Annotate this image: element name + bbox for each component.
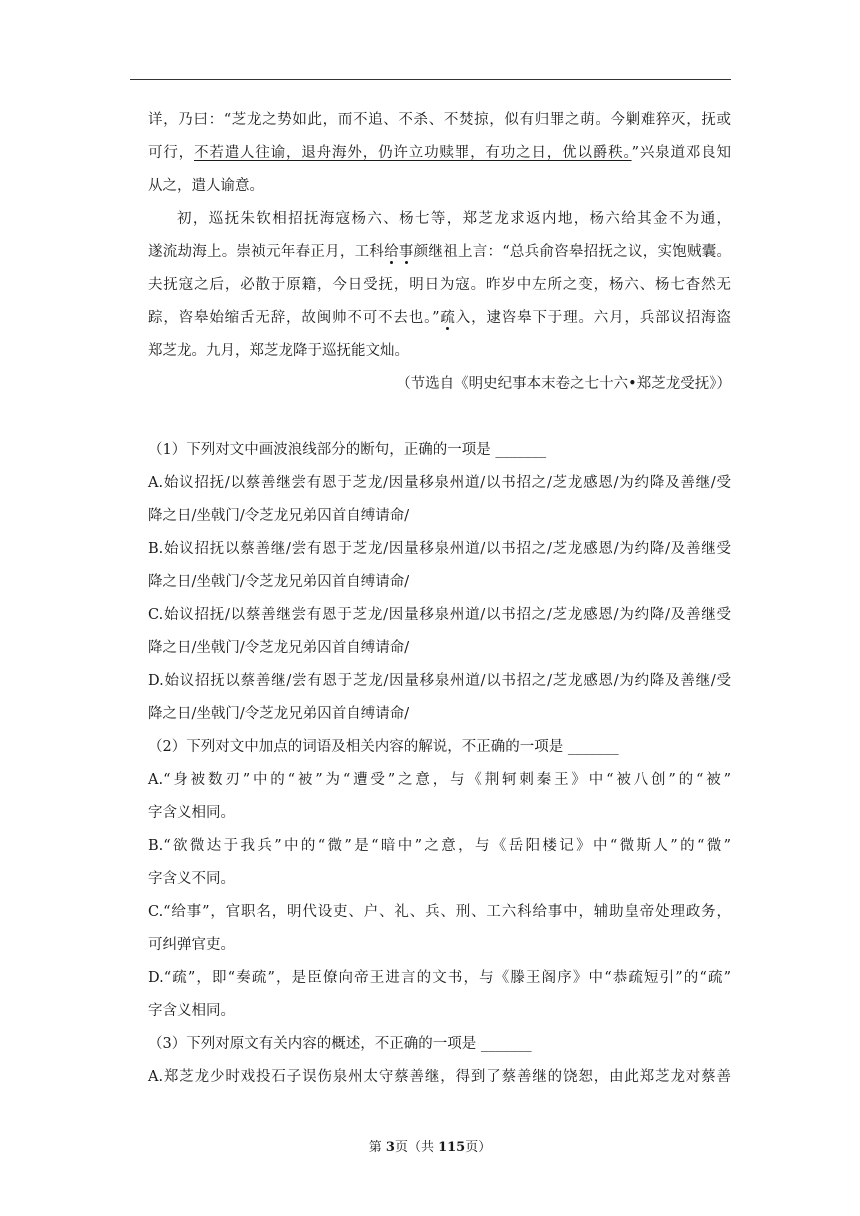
question-3-stem: （3）下列对原文有关内容的概述，不正确的一项是 _______ xyxy=(148,1036,532,1052)
q2-option-b: B.“欲微达于我兵”中的“微”是“暗中”之意，与《岳阳楼记》中“微斯人”的“微” xyxy=(148,838,731,854)
passage-line: 遂流劫海上。崇祯元年春正月，工科给事颜继祖上言：“总兵俞咨皋招抚之议，实饱贼囊。 xyxy=(148,244,732,260)
q2-option-a: A.“身被数刃”中的“被”为“遭受”之意，与《荆轲刺秦王》中“被八创”的“被” xyxy=(148,772,731,788)
q2-option-a-cont: 字含义相同。 xyxy=(148,805,235,821)
q1-option-c-cont: 降之日/坐戟门/令芝龙兄弟囚首自缚请命/ xyxy=(148,640,410,656)
passage-source: （节选自《明史纪事本末卷之七十六•郑芝龙受抚》） xyxy=(396,376,731,392)
q2-option-d-cont: 字含义相同。 xyxy=(148,1003,235,1019)
passage-line: 郑芝龙。九月，郑芝龙降于巡抚能文灿。 xyxy=(148,343,409,359)
underlined-sentence: 不若遣人往谕，退舟海外，仍许立功赎罪，有功之日，优以爵秩。 xyxy=(194,145,632,161)
q1-option-d-cont: 降之日/坐戟门/令芝龙兄弟囚首自缚请命/ xyxy=(148,706,410,722)
q2-option-d: D.“疏”，即“奏疏”，是臣僚向帝王进言的文书，与《滕王阁序》中“恭疏短引”的“疏” xyxy=(148,970,731,986)
page-footer: 第 3页（共 115页） xyxy=(368,1140,492,1155)
question-2-stem: （2）下列对文中加点的词语及相关内容的解说，不正确的一项是 _______ xyxy=(148,739,619,755)
q1-option-a-cont: 降之日/坐戟门/令芝龙兄弟囚首自缚请命/ xyxy=(148,508,410,524)
q2-option-b-cont: 字含义不同。 xyxy=(148,871,235,887)
q2-option-c-cont: 可纠弹官吏。 xyxy=(148,937,235,953)
passage-line: 初，巡抚朱钦相招抚海寇杨六、杨七等，郑芝龙求返内地，杨六给其金不为通， xyxy=(177,211,731,227)
passage-line: 详，乃曰：“芝龙之势如此，而不追、不杀、不焚掠，似有归罪之萌。今剿难猝灭，抚或 xyxy=(148,112,731,128)
page-total: 115 xyxy=(438,1140,466,1155)
q1-option-b: B.始议招抚以蔡善继/尝有恩于芝龙/因量移泉州道/以书招之/芝龙感恩/为约降/及善继受 xyxy=(148,541,731,557)
q3-option-a: A.郑芝龙少时戏投石子误伤泉州太守蔡善继，得到了蔡善继的饶恕，由此郑芝龙对蔡善 xyxy=(148,1069,731,1085)
passage-line: 可行，不若遣人往谕，退舟海外，仍许立功赎罪，有功之日，优以爵秩。”兴泉道邓良知 xyxy=(148,145,732,161)
document-body xyxy=(148,108,731,1098)
passage-line: 夫抚寇之后，必散于原籍，今日受抚，明日为寇。昨岁中左所之变，杨六、杨七杳然无 xyxy=(148,277,731,293)
q1-option-c: C.始议招抚/以蔡善继尝有恩于芝龙/因量移泉州道/以书招之/芝龙感恩/为约降/及善继受 xyxy=(148,607,731,623)
dotted-char: 疏 xyxy=(439,310,456,326)
question-1-stem: （1）下列对文中画波浪线部分的断句，正确的一项是 _______ xyxy=(148,442,547,458)
passage-line: 踪，咨皋始缩舌无辞，故闽帅不可不去也。”疏入，逮咨皋下于理。六月，兵部议招海盗 xyxy=(148,310,732,326)
dotted-char: 事 xyxy=(398,244,414,260)
header-rule xyxy=(130,79,731,80)
q1-option-d: D.始议招抚以蔡善继/尝有恩于芝龙/因量移泉州道/以书招之/芝龙感恩/为约降及善继/受 xyxy=(148,673,731,689)
spacer xyxy=(148,405,731,438)
q1-option-a: A.始议招抚/以蔡善继尝有恩于芝龙/因量移泉州道/以书招之/芝龙感恩/为约降及善继/受 xyxy=(148,475,731,491)
q2-option-c: C.“给事”，官职名，明代设吏、户、礼、兵、刑、工六科给事中，辅助皇帝处理政务， xyxy=(148,904,731,920)
dotted-char: 给 xyxy=(384,244,399,260)
page-number: 3 xyxy=(385,1140,395,1155)
passage-line: 从之，遣人谕意。 xyxy=(148,178,264,194)
q1-option-b-cont: 降之日/坐戟门/令芝龙兄弟囚首自缚请命/ xyxy=(148,574,410,590)
